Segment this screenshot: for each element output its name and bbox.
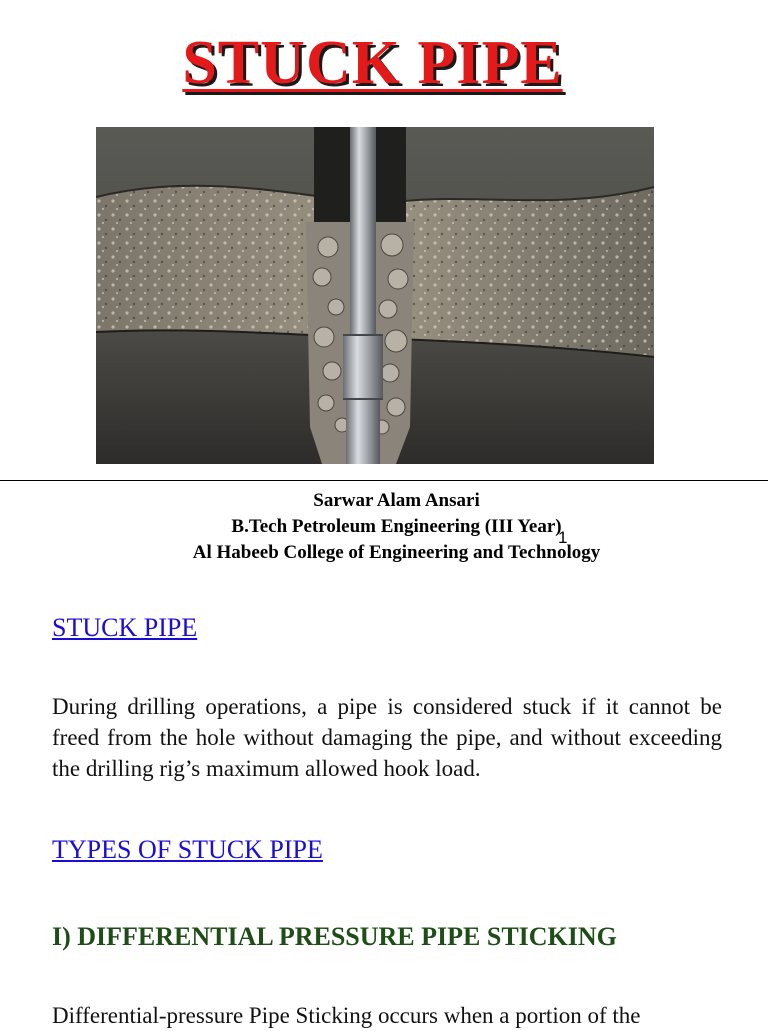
heading-types-of-stuck-pipe[interactable]: TYPES OF STUCK PIPE xyxy=(52,835,323,864)
author-college: Al Habeeb College of Engineering and Technology xyxy=(192,542,601,563)
author-name: Sarwar Alam Ansari xyxy=(313,490,480,511)
hero-image xyxy=(96,127,654,464)
page-number: 1 xyxy=(558,528,568,547)
page-title: STUCK PIPE xyxy=(182,29,563,97)
author-credits xyxy=(0,488,768,566)
intro-paragraph: During drilling operations, a pipe is considered stuck if it cannot be freed from the hole without damaging the pipe, and without exceeding the drilling rig’s maximum allowed hook load. xyxy=(52,694,722,781)
title-page xyxy=(0,0,768,480)
heading-stuck-pipe[interactable]: STUCK PIPE xyxy=(52,613,198,642)
heading-differential-pressure: I) DIFFERENTIAL PRESSURE PIPE STICKING xyxy=(52,922,617,951)
author-program: B.Tech Petroleum Engineering (III Year) xyxy=(231,516,562,537)
stuck-pipe-illustration xyxy=(96,127,654,464)
body-paragraph-start: Differential-pressure Pipe Sticking occurs when a portion of the xyxy=(52,1003,641,1028)
page-divider xyxy=(0,480,768,481)
